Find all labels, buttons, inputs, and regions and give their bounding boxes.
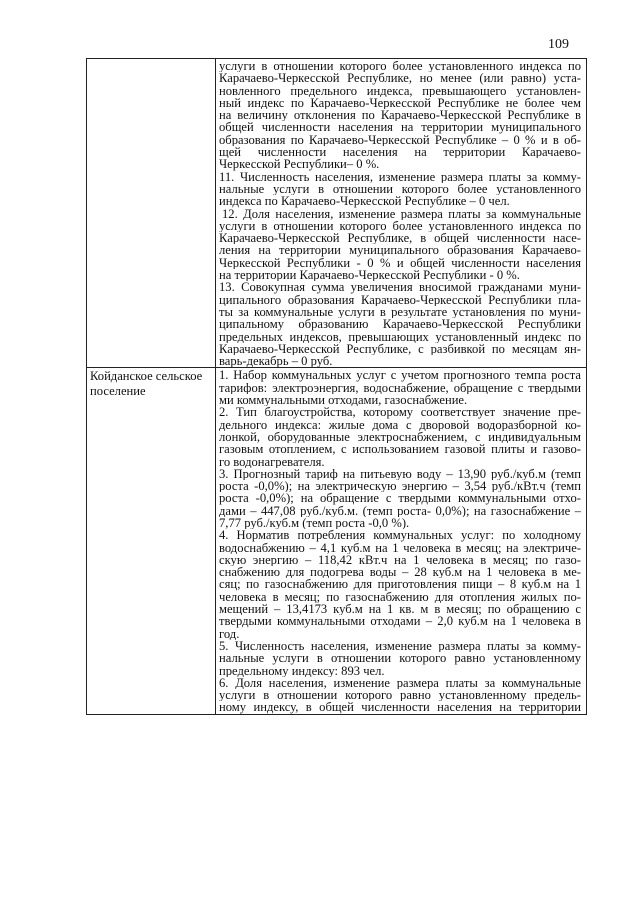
text-line: ления на территории муниципального образования Карачаево- <box>219 244 581 257</box>
text-line: человека в месяц; по газоснабжению для отопления жилых по- <box>219 590 581 604</box>
text-line: 13. Совокупная сумма увеличения вносимой гражданами муни- <box>219 281 581 294</box>
text-line: газовым отоплением, с использованием газовой плиты и газово- <box>219 443 581 456</box>
text-line: Карачаево-Черкесской Республике, но менее (или равно) уста- <box>219 72 581 85</box>
text-line: лонкой, оборудованные электроснабжением, с индивидуальным <box>219 430 581 444</box>
text-line: дельного индекса: жилые дома с дворовой водоразборной ко- <box>219 418 581 431</box>
page-number: 109 <box>548 37 569 52</box>
text-line: снабжению для подогрева воды – 28 куб.м на 1 человека в ме- <box>219 566 581 579</box>
text-line: предельному индексу: 893 чел. <box>219 664 385 677</box>
text-line: ципального образования Карачаево-Черкесской Республики пла- <box>219 293 581 306</box>
municipality-name-cell <box>87 368 216 714</box>
text-line: 11. Численность населения, изменение размера платы за комму- <box>219 170 581 183</box>
text-line: го водонагревателя. <box>219 455 325 468</box>
municipality-name-cell <box>87 59 216 368</box>
text-line: индекса по Карачаево-Черкесской Республике – 0 чел. <box>219 195 510 208</box>
text-line: дами – 447,08 руб./куб.м. (темп роста- 0,0%); на газоснабжение – <box>219 504 581 517</box>
municipal-index-table <box>86 58 587 715</box>
text-line: на величину отклонения по Карачаево-Черкесской Республике в <box>219 109 581 122</box>
text-line: Черкесской Республики - 0 % и общей численности населения <box>219 256 581 270</box>
text-line: услуги в отношении которого равно установленному предель- <box>219 689 581 702</box>
text-line: тарифов: электроэнергия, водоснабжение, обращение с твердыми <box>219 381 581 395</box>
text-line: предельных индексов, превышающих установленный индекс по <box>219 330 581 343</box>
text-line: ми коммунальными отходами, газоснабжение. <box>219 394 468 407</box>
indicators-text-cell <box>216 59 587 368</box>
text-line: ному индексу, в общей численности населения на территории <box>219 701 581 714</box>
text-line: новленного предельного индекса, превышающего установлен- <box>219 84 581 97</box>
municipality-name-line: Койданское сельское <box>90 369 203 384</box>
text-line: нальные услуги в отношении которого более установленного <box>219 182 581 196</box>
text-line: 12. Доля населения, изменение размера платы за коммунальные <box>222 207 581 220</box>
text-line: водоснабжению – 4,1 куб.м на 1 человека в месяц; на электриче- <box>219 541 581 554</box>
text-line: 1. Набор коммунальных услуг с учетом прогнозного темпа роста <box>219 369 581 382</box>
table-row <box>87 368 587 714</box>
text-line: 7,77 руб./куб.м (темп роста -0,0 %). <box>219 516 410 530</box>
text-line: роста -0,0%); на электрическую энергию – 3,54 руб./кВт.ч (темп <box>219 480 581 493</box>
text-line: 6. Доля населения, изменение размера платы за коммунальные <box>219 676 581 690</box>
text-line: ты за коммунальные услуги в результате установления по муни- <box>219 305 581 319</box>
text-line: 5. Численность населения, изменение размера платы за комму- <box>219 639 581 653</box>
text-line: щей численности населения на территории Карачаево- <box>219 146 581 159</box>
text-line: 3. Прогнозный тариф на питьевую воду – 13,90 руб./куб.м (темп <box>219 467 581 481</box>
text-line: Карачаево-Черкесской Республике, с разбивкой по месяцам ян- <box>219 342 581 356</box>
text-line: образования по Карачаево-Черкесской Республике – 0 % и в об- <box>219 133 581 147</box>
text-line: варь-декабрь – 0 руб. <box>219 355 333 368</box>
text-line: на территории Карачаево-Черкесской Республики - 0 %. <box>219 269 520 282</box>
text-line: общей численности населения на территории муниципального <box>219 121 581 134</box>
text-line: ципальному образованию Карачаево-Черкесской Республики <box>219 318 581 331</box>
table-row <box>87 59 587 368</box>
text-line: роста -0,0%); на обращение с твердыми коммунальными отхо- <box>219 492 581 505</box>
text-line: год. <box>219 627 240 640</box>
text-line: сяц; по газоснабжению для приготовления пищи – 8 куб.м на 1 <box>219 578 581 591</box>
text-line: Карачаево-Черкесской Республике, в общей численности насе- <box>219 232 581 245</box>
text-line: Черкесской Республики– 0 %. <box>219 158 380 171</box>
municipality-name-line: поселение <box>90 383 146 398</box>
text-line: нальные услуги в отношении которого равно установленному <box>219 652 581 665</box>
text-line: 2. Тип благоустройства, которому соответствует значение пре- <box>219 406 581 419</box>
text-line: услуги в отношении которого более установленного индекса по <box>219 219 581 233</box>
text-line: скую энергию – 118,42 кВт.ч на 1 человека в месяц; по газо- <box>219 553 581 567</box>
text-line: услуги в отношении которого более установленного индекса по <box>219 60 581 73</box>
text-line: 4. Норматив потребления коммунальных услуг: по холодному <box>219 529 581 542</box>
text-line: мещений – 13,4173 куб.м на 1 кв. м в месяц; по обращению с <box>219 603 581 616</box>
text-line: твердыми коммунальными отходами – 2,0 куб.м на 1 человека в <box>219 615 581 628</box>
indicators-text-cell <box>216 368 587 714</box>
text-line: ный индекс по Карачаево-Черкесской Республике не более чем <box>219 96 581 110</box>
